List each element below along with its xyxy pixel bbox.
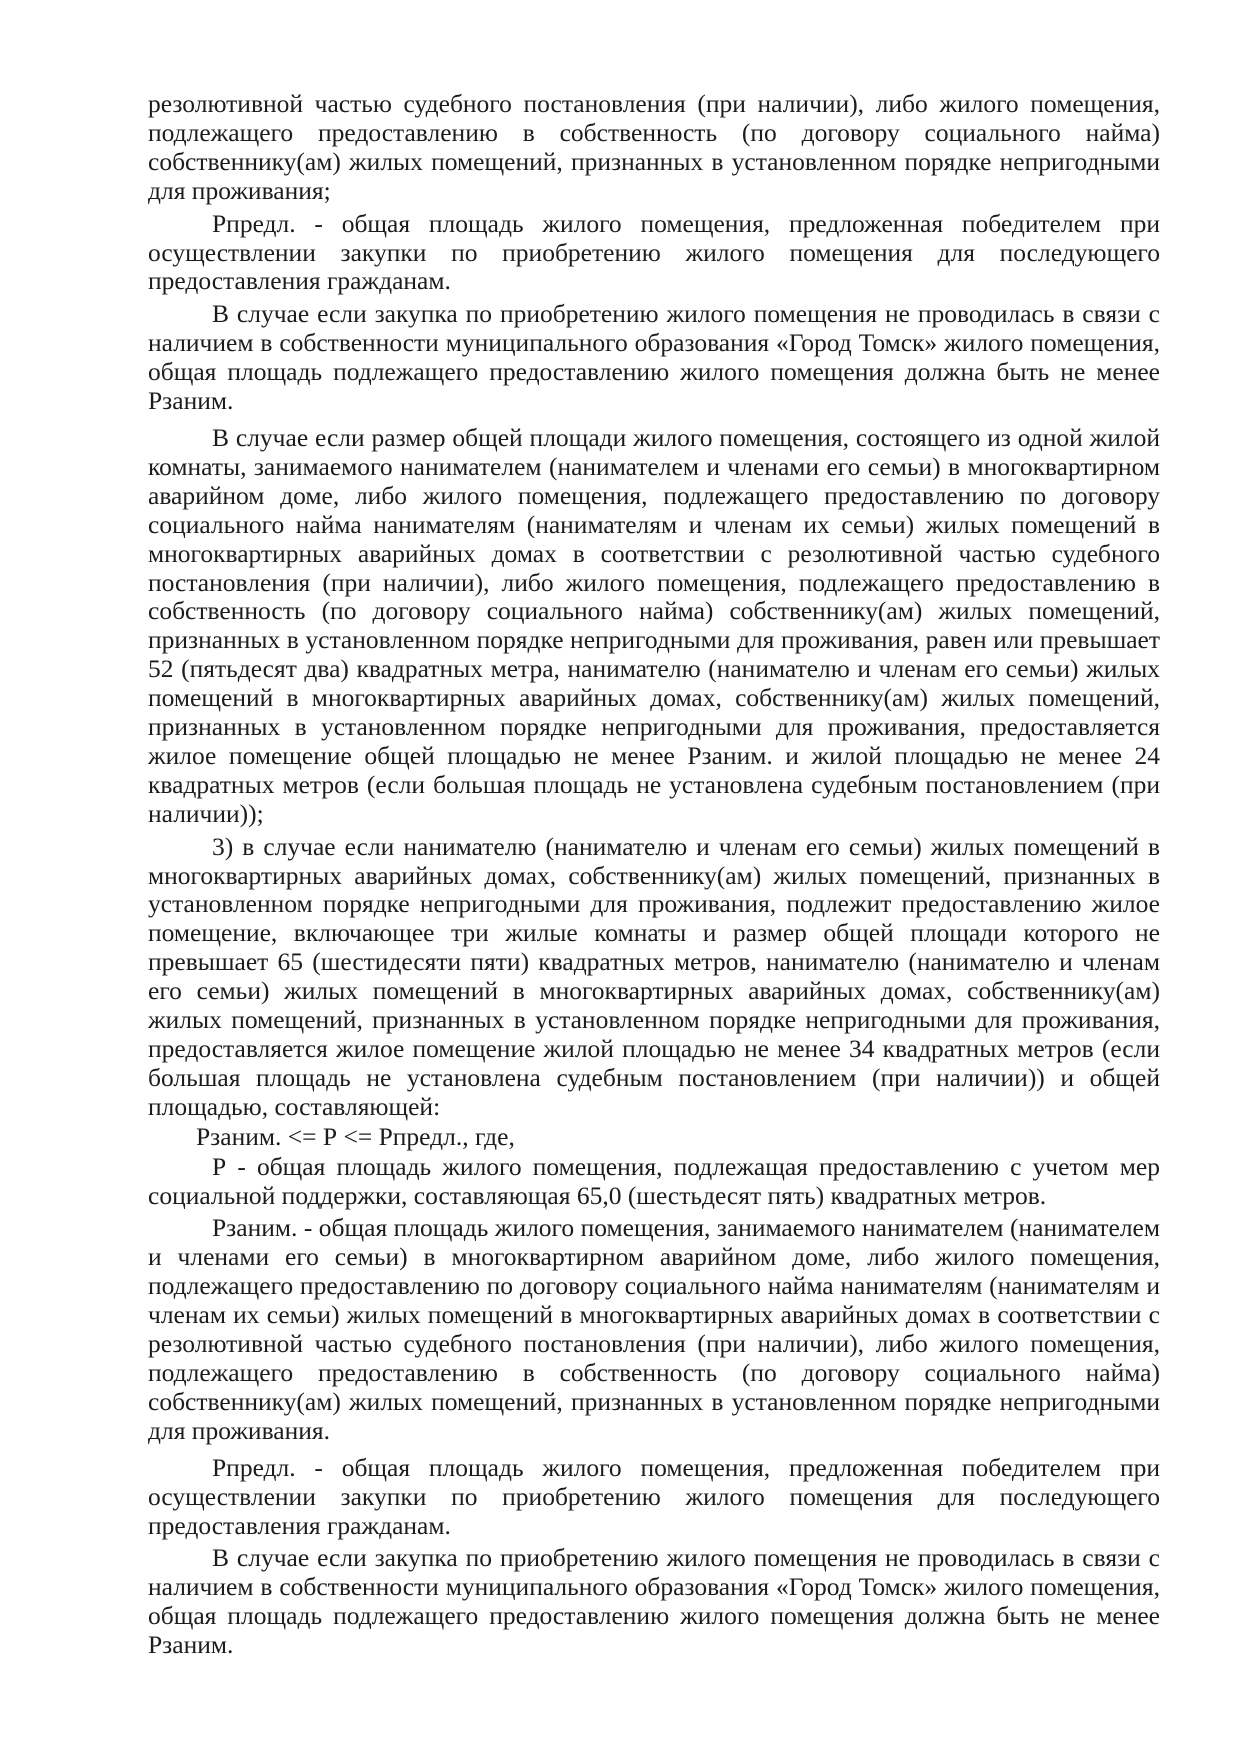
paragraph-rzanim-definition: Рзаним. - общая площадь жилого помещения, занимаемого нанимателем (нанимателем и членами его семьи) в многоквартирном аварийном доме, либо жилого помещения, подлежащего предоставлению по договору социального найма нанимателям (нанимателям и членам их семьи) жилых помещений в многоквартирных аварийных домах в соответствии с резолютивной частью судебного постановления (при наличии), либо жилого помещения, подлежащего предоставлению в собственность (по договору социального найма) собственнику(ам) жилых помещений, признанных в установленном порядке непригодными для проживания. bbox=[148, 1213, 1160, 1445]
document-page bbox=[148, 90, 1160, 1661]
paragraph-rpredl-definition: Рпредл. - общая площадь жилого помещения, предложенная победителем при осуществлении закупки по приобретению жилого помещения для последующего предоставления гражданам. bbox=[148, 208, 1160, 296]
paragraph-no-purchase-case-2: В случае если закупка по приобретению жилого помещения не проводилась в связи с наличием в собственности муниципального образования «Город Томск» жилого помещения, общая площадь подлежащего предоставлению жилого помещения должна быть не менее Рзаним. bbox=[148, 1543, 1160, 1660]
formula-line: Рзаним. <= Р <= Рпредл., где, bbox=[196, 1121, 515, 1151]
paragraph-p-definition: Р - общая площадь жилого помещения, подлежащая предоставлению с учетом мер социальной поддержки, составляющая 65,0 (шестьдесят пять) квадратных метров. bbox=[148, 1151, 1160, 1210]
paragraph-one-room-case: В случае если размер общей площади жилого помещения, состоящего из одной жилой комнаты, занимаемого нанимателем (нанимателем и членами его семьи) в многоквартирном аварийном доме, либо жилого помещения, подлежащего предоставлению по договору социального найма нанимателям (нанимателям и членам их семьи) жилых помещений в многоквартирных аварийных домах в соответствии с резолютивной частью судебного постановления (при наличии), либо жилого помещения, подлежащего предоставлению в собственность (по договору социального найма) собственнику(ам) жилых помещений, признанных в установленном порядке непригодными для проживания, равен или превышает 52 (пятьдесят два) квадратных метра, нанимателю (нанимателю и членам его семьи) жилых помещений в многоквартирных аварийных домах, собственнику(ам) жилых помещений, признанных в установленном порядке непригодными для проживания, предоставляется жилое помещение общей площадью не менее Рзаним. и жилой площадью не менее 24 квадратных метров (если большая площадь не установлена судебным постановлением (при наличии)); bbox=[148, 422, 1160, 828]
paragraph-rpredl-definition-2: Рпредл. - общая площадь жилого помещения, предложенная победителем при осуществлении закупки по приобретению жилого помещения для последующего предоставления гражданам. bbox=[148, 1452, 1160, 1540]
paragraph-three-rooms-case: 3) в случае если нанимателю (нанимателю и членам его семьи) жилых помещений в многоквартирных аварийных домах, собственнику(ам) жилых помещений, признанных в установленном порядке непригодными для проживания, подлежит предоставлению жилое помещение, включающее три жилые комнаты и размер общей площади которого не превышает 65 (шестидесяти пяти) квадратных метров, нанимателю (нанимателю и членам его семьи) жилых помещений в многоквартирных аварийных домах, собственнику(ам) жилых помещений, признанных в установленном порядке непригодными для проживания, предоставляется жилое помещение жилой площадью не менее 34 квадратных метров (если большая площадь не установлена судебным постановлением (при наличии)) и общей площадью, составляющей: bbox=[148, 831, 1160, 1121]
paragraph-continuation: резолютивной частью судебного постановления (при наличии), либо жилого помещения, подлежащего предоставлению в собственность (по договору социального найма) собственнику(ам) жилых помещений, признанных в установленном порядке непригодными для проживания; bbox=[148, 89, 1160, 205]
paragraph-no-purchase-case: В случае если закупка по приобретению жилого помещения не проводилась в связи с наличием в собственности муниципального образования «Город Томск» жилого помещения, общая площадь подлежащего предоставлению жилого помещения должна быть не менее Рзаним. bbox=[148, 299, 1160, 416]
